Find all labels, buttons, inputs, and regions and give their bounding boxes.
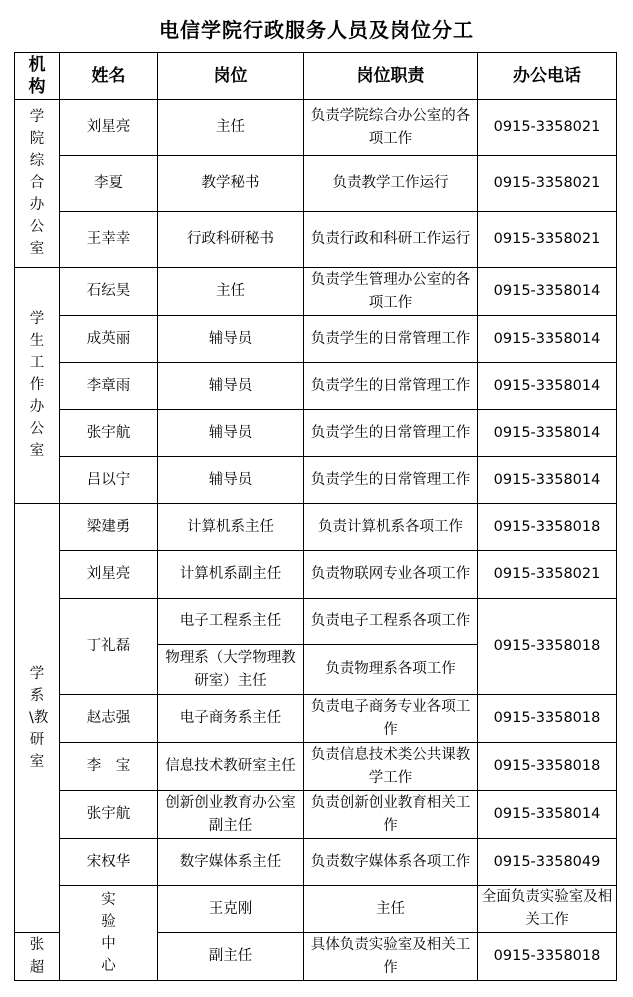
phone-cell: 0915-3358018 <box>478 504 617 551</box>
position-cell: 主任 <box>158 100 304 156</box>
table-row <box>15 551 617 599</box>
position-cell: 电子工程系主任 <box>158 599 304 645</box>
duty-cell: 负责学生的日常管理工作 <box>304 410 478 457</box>
name-cell: 刘星亮 <box>60 100 158 156</box>
duty-cell: 负责学院综合办公室的各项工作 <box>304 100 478 156</box>
duty-cell: 负责数字媒体系各项工作 <box>304 839 478 886</box>
name-cell: 赵志强 <box>60 695 158 743</box>
name-cell: 李夏 <box>60 156 158 212</box>
duty-cell: 负责行政和科研工作运行 <box>304 212 478 268</box>
position-cell: 物理系（大学物理教研室）主任 <box>158 645 304 695</box>
table-row <box>15 743 617 791</box>
table-row <box>15 316 617 363</box>
table-row <box>15 839 617 886</box>
duty-cell: 负责学生的日常管理工作 <box>304 363 478 410</box>
header-duty: 岗位职责 <box>304 53 478 100</box>
header-dept: 机构 <box>15 53 60 100</box>
position-cell: 电子商务系主任 <box>158 695 304 743</box>
name-cell: 梁建勇 <box>60 504 158 551</box>
name-cell: 吕以宁 <box>60 457 158 504</box>
name-cell: 王克刚 <box>158 886 304 933</box>
header-name: 姓名 <box>60 53 158 100</box>
position-cell: 辅导员 <box>158 316 304 363</box>
position-cell: 创新创业教育办公室副主任 <box>158 791 304 839</box>
table-row <box>15 156 617 212</box>
name-cell: 成英丽 <box>60 316 158 363</box>
position-cell: 主任 <box>304 886 478 933</box>
header-position: 岗位 <box>158 53 304 100</box>
dept-teaching: 学系\教研室 <box>15 504 60 933</box>
table-header-row <box>15 53 617 100</box>
dept-student: 学生工作办公室 <box>15 268 60 504</box>
position-cell: 主任 <box>158 268 304 316</box>
duty-cell: 负责信息技术类公共课教学工作 <box>304 743 478 791</box>
header-phone: 办公电话 <box>478 53 617 100</box>
position-cell: 辅导员 <box>158 457 304 504</box>
duty-cell: 负责教学工作运行 <box>304 156 478 212</box>
phone-cell: 0915-3358049 <box>478 839 617 886</box>
position-cell: 计算机系副主任 <box>158 551 304 599</box>
table-row <box>15 100 617 156</box>
duty-cell: 负责物联网专业各项工作 <box>304 551 478 599</box>
duty-cell: 负责创新创业教育相关工作 <box>304 791 478 839</box>
table-row <box>15 599 617 645</box>
position-cell: 辅导员 <box>158 363 304 410</box>
position-cell: 数字媒体系主任 <box>158 839 304 886</box>
phone-cell: 0915-3358018 <box>478 743 617 791</box>
duty-cell: 具体负责实验室及相关工作 <box>304 933 478 981</box>
table-row <box>15 791 617 839</box>
phone-cell: 0915-3358014 <box>478 363 617 410</box>
phone-cell: 0915-3358014 <box>478 268 617 316</box>
position-cell: 辅导员 <box>158 410 304 457</box>
phone-cell: 0915-3358021 <box>478 212 617 268</box>
table-row <box>15 410 617 457</box>
name-cell: 王幸幸 <box>60 212 158 268</box>
table-row <box>15 363 617 410</box>
table-row <box>15 504 617 551</box>
duty-cell: 负责物理系各项工作 <box>304 645 478 695</box>
position-cell: 计算机系主任 <box>158 504 304 551</box>
page-title: 电信学院行政服务人员及岗位分工 <box>159 18 474 42</box>
table-row <box>15 268 617 316</box>
phone-cell: 0915-3358021 <box>478 156 617 212</box>
name-cell: 石纭昊 <box>60 268 158 316</box>
phone-cell: 0915-3358018 <box>478 695 617 743</box>
phone-cell: 0915-3358014 <box>478 791 617 839</box>
dept-lab: 实验中心 <box>60 886 158 981</box>
name-cell: 张宇航 <box>60 410 158 457</box>
name-cell: 丁礼磊 <box>60 599 158 695</box>
duty-cell: 负责电子商务专业各项工作 <box>304 695 478 743</box>
duty-cell: 负责学生管理办公室的各项工作 <box>304 268 478 316</box>
phone-cell: 0915-3358018 <box>478 933 617 981</box>
phone-cell: 0915-3358014 <box>478 316 617 363</box>
phone-cell: 0915-3358018 <box>478 599 617 695</box>
name-cell: 宋权华 <box>60 839 158 886</box>
name-cell: 张宇航 <box>60 791 158 839</box>
table-row <box>15 886 617 933</box>
name-cell: 张 超 <box>15 933 60 981</box>
duty-cell: 负责电子工程系各项工作 <box>304 599 478 645</box>
position-cell: 副主任 <box>158 933 304 981</box>
table-row <box>15 212 617 268</box>
phone-cell: 0915-3358014 <box>478 410 617 457</box>
phone-cell: 0915-3358021 <box>478 551 617 599</box>
duty-cell: 负责计算机系各项工作 <box>304 504 478 551</box>
staff-table <box>14 52 617 981</box>
name-cell: 李章雨 <box>60 363 158 410</box>
duty-cell: 负责学生的日常管理工作 <box>304 316 478 363</box>
position-cell: 教学秘书 <box>158 156 304 212</box>
table-row <box>15 457 617 504</box>
dept-office: 学院综合办公室 <box>15 100 60 268</box>
position-cell: 行政科研秘书 <box>158 212 304 268</box>
name-cell: 李 宝 <box>60 743 158 791</box>
name-cell: 刘星亮 <box>60 551 158 599</box>
phone-cell: 0915-3358014 <box>478 457 617 504</box>
position-cell: 信息技术教研室主任 <box>158 743 304 791</box>
table-row <box>15 695 617 743</box>
duty-cell: 全面负责实验室及相关工作 <box>478 886 617 933</box>
phone-cell: 0915-3358021 <box>478 100 617 156</box>
duty-cell: 负责学生的日常管理工作 <box>304 457 478 504</box>
